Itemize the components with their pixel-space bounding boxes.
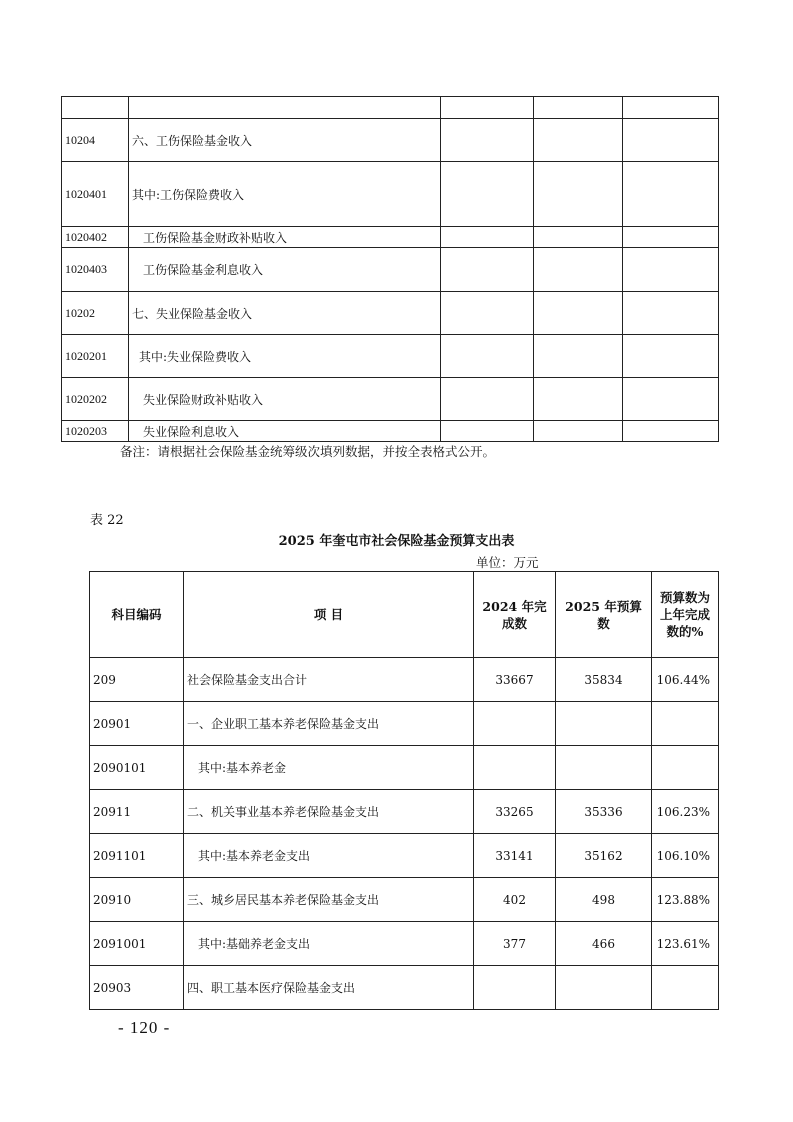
subject-code-cell: 1020202 — [62, 378, 129, 421]
value-cell — [623, 248, 719, 292]
ratio-cell: 106.23% — [652, 790, 719, 834]
item-name-cell: 二、机关事业基本养老保险基金支出 — [184, 790, 474, 834]
item-name-cell: 一、企业职工基本养老保险基金支出 — [184, 702, 474, 746]
table-row — [90, 790, 719, 834]
subject-code-cell: 1020403 — [62, 248, 129, 292]
value-cell — [441, 97, 534, 119]
subject-code-cell: 2091101 — [90, 834, 184, 878]
header-row — [90, 572, 719, 658]
subject-code-cell: 1020402 — [62, 227, 129, 248]
ratio-cell: 123.88% — [652, 878, 719, 922]
value-cell — [623, 292, 719, 335]
budget-cell: 35336 — [556, 790, 652, 834]
table-row — [62, 162, 719, 227]
value-cell — [534, 227, 623, 248]
prev-year-cell: 33667 — [474, 658, 556, 702]
subject-code-cell: 1020201 — [62, 335, 129, 378]
value-cell — [441, 292, 534, 335]
item-name-cell: 工伤保险基金利息收入 — [129, 248, 441, 292]
value-cell — [534, 162, 623, 227]
value-cell — [441, 421, 534, 442]
item-name-cell: 其中:基本养老金支出 — [184, 834, 474, 878]
ratio-cell: 123.61% — [652, 922, 719, 966]
value-cell — [441, 162, 534, 227]
ratio-cell — [652, 702, 719, 746]
budget-cell: 466 — [556, 922, 652, 966]
subject-code-cell: 20901 — [90, 702, 184, 746]
value-cell — [623, 162, 719, 227]
header-budget: 2025 年预算数 — [556, 572, 652, 658]
item-name-cell — [129, 97, 441, 119]
item-name-cell: 四、职工基本医疗保险基金支出 — [184, 966, 474, 1010]
table-row — [62, 421, 719, 442]
value-cell — [441, 248, 534, 292]
value-cell — [534, 378, 623, 421]
value-cell — [534, 292, 623, 335]
value-cell — [441, 378, 534, 421]
header-prev-year: 2024 年完成数 — [474, 572, 556, 658]
value-cell — [623, 227, 719, 248]
ratio-cell: 106.44% — [652, 658, 719, 702]
ratio-cell — [652, 746, 719, 790]
table-row — [62, 248, 719, 292]
table-row — [62, 97, 719, 119]
subject-code-cell: 1020203 — [62, 421, 129, 442]
item-name-cell: 其中:失业保险费收入 — [129, 335, 441, 378]
budget-cell: 35834 — [556, 658, 652, 702]
table-row — [62, 335, 719, 378]
table-note: 备注：请根据社会保险基金统筹级次填列数据，并按全表格式公开。 — [120, 444, 496, 459]
budget-cell — [556, 746, 652, 790]
income-table-continued — [61, 96, 719, 442]
table-row — [90, 746, 719, 790]
item-name-cell: 六、工伤保险基金收入 — [129, 119, 441, 162]
value-cell — [441, 335, 534, 378]
subject-code-cell: 10202 — [62, 292, 129, 335]
subject-code-cell — [62, 97, 129, 119]
page-number: - 120 - — [118, 1018, 171, 1037]
item-name-cell: 失业保险财政补贴收入 — [129, 378, 441, 421]
ratio-cell: 106.10% — [652, 834, 719, 878]
expenditure-table — [89, 571, 719, 1010]
item-name-cell: 工伤保险基金财政补贴收入 — [129, 227, 441, 248]
table-row — [90, 966, 719, 1010]
table-row — [90, 922, 719, 966]
value-cell — [534, 335, 623, 378]
table-row — [90, 658, 719, 702]
value-cell — [534, 119, 623, 162]
item-name-cell: 其中:基础养老金支出 — [184, 922, 474, 966]
prev-year-cell — [474, 746, 556, 790]
table-row — [90, 878, 719, 922]
subject-code-cell: 20903 — [90, 966, 184, 1010]
unit-label: 单位：万元 — [476, 555, 539, 570]
value-cell — [623, 378, 719, 421]
table-row — [90, 702, 719, 746]
budget-cell — [556, 702, 652, 746]
table-row — [62, 292, 719, 335]
prev-year-cell: 402 — [474, 878, 556, 922]
subject-code-cell: 209 — [90, 658, 184, 702]
value-cell — [534, 248, 623, 292]
subject-code-cell: 2091001 — [90, 922, 184, 966]
value-cell — [623, 97, 719, 119]
header-item: 项 目 — [184, 572, 474, 658]
value-cell — [534, 421, 623, 442]
value-cell — [623, 421, 719, 442]
prev-year-cell: 33265 — [474, 790, 556, 834]
budget-cell — [556, 966, 652, 1010]
prev-year-cell: 377 — [474, 922, 556, 966]
table-row — [62, 378, 719, 421]
prev-year-cell — [474, 966, 556, 1010]
item-name-cell: 社会保险基金支出合计 — [184, 658, 474, 702]
budget-cell: 35162 — [556, 834, 652, 878]
item-name-cell: 三、城乡居民基本养老保险基金支出 — [184, 878, 474, 922]
value-cell — [441, 119, 534, 162]
budget-cell: 498 — [556, 878, 652, 922]
subject-code-cell: 20910 — [90, 878, 184, 922]
table-number: 表 22 — [90, 513, 124, 528]
prev-year-cell — [474, 702, 556, 746]
value-cell — [441, 227, 534, 248]
header-subject-code: 科目编码 — [90, 572, 184, 658]
item-name-cell: 七、失业保险基金收入 — [129, 292, 441, 335]
subject-code-cell: 2090101 — [90, 746, 184, 790]
item-name-cell: 其中:基本养老金 — [184, 746, 474, 790]
value-cell — [623, 119, 719, 162]
item-name-cell: 其中:工伤保险费收入 — [129, 162, 441, 227]
subject-code-cell: 10204 — [62, 119, 129, 162]
table-row — [90, 834, 719, 878]
header-ratio: 预算数为上年完成数的% — [652, 572, 719, 658]
value-cell — [534, 97, 623, 119]
subject-code-cell: 1020401 — [62, 162, 129, 227]
table-title: 2025 年奎屯市社会保险基金预算支出表 — [278, 534, 515, 549]
subject-code-cell: 20911 — [90, 790, 184, 834]
value-cell — [623, 335, 719, 378]
ratio-cell — [652, 966, 719, 1010]
table-row — [62, 119, 719, 162]
prev-year-cell: 33141 — [474, 834, 556, 878]
table-row — [62, 227, 719, 248]
item-name-cell: 失业保险利息收入 — [129, 421, 441, 442]
